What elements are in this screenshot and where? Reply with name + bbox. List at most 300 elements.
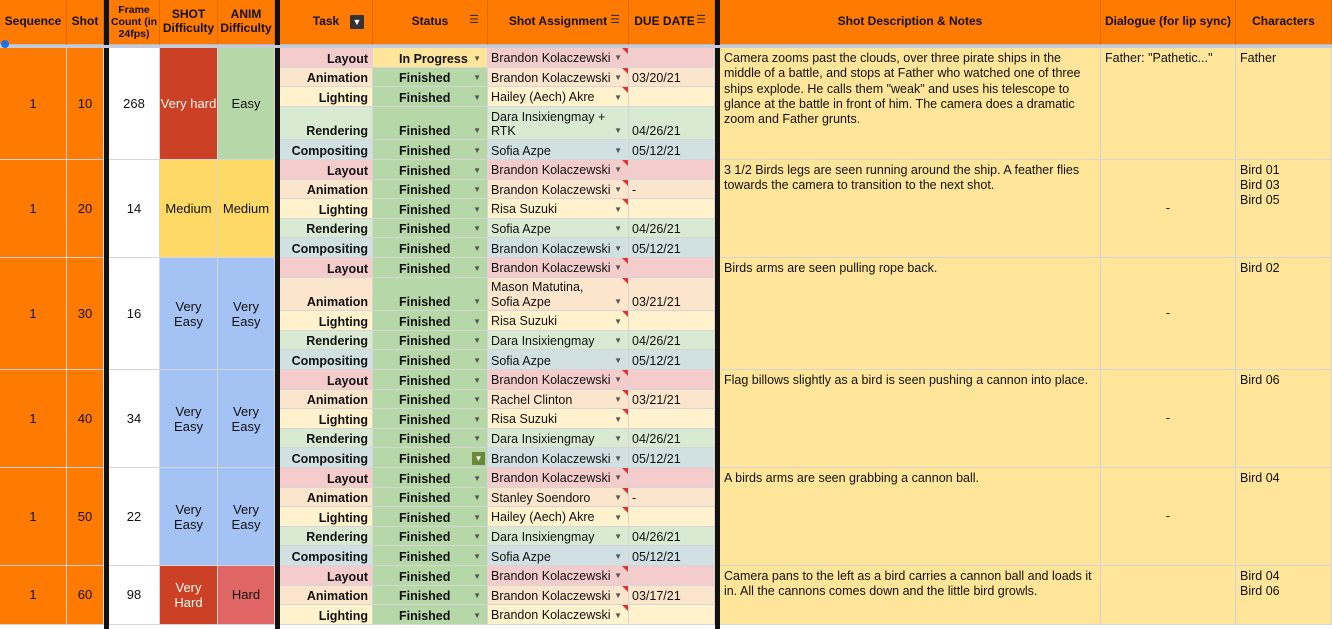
assignee-label: Risa Suzuki bbox=[491, 314, 557, 329]
characters-cell[interactable]: Bird 01 Bird 03 Bird 05 bbox=[1236, 160, 1332, 258]
assignee-label: Risa Suzuki bbox=[491, 202, 557, 217]
dialogue-cell[interactable]: Father: "Pathetic..." bbox=[1101, 48, 1236, 160]
dropdown-arrow-icon[interactable]: ▼ bbox=[614, 297, 622, 306]
comment-marker-icon[interactable] bbox=[622, 180, 628, 186]
status-dropdown[interactable] bbox=[373, 527, 488, 547]
dropdown-arrow-icon[interactable]: ▼ bbox=[473, 53, 481, 63]
assignment-dropdown[interactable] bbox=[488, 350, 629, 370]
dropdown-arrow-icon[interactable]: ▼ bbox=[614, 92, 622, 102]
assignee-label: Brandon Kolaczewski bbox=[491, 163, 611, 178]
sequence-cell[interactable]: 1 bbox=[0, 48, 67, 160]
dialogue-cell[interactable]: - bbox=[1101, 160, 1236, 258]
status-dropdown[interactable] bbox=[373, 140, 488, 160]
header-shot-assignment[interactable] bbox=[488, 0, 629, 45]
dropdown-arrow-icon[interactable]: ▼ bbox=[473, 165, 481, 175]
assignee-label: Hailey (Aech) Akre bbox=[491, 510, 595, 525]
task-cell[interactable]: Layout bbox=[280, 160, 373, 180]
due-date-cell[interactable] bbox=[629, 160, 715, 180]
anim-difficulty-cell[interactable]: Very Easy bbox=[218, 370, 275, 468]
anim-difficulty-cell[interactable]: Easy bbox=[218, 48, 275, 160]
due-date-cell[interactable] bbox=[629, 311, 715, 331]
frame-count-cell[interactable]: 22 bbox=[109, 468, 160, 566]
status-label: Finished bbox=[399, 491, 451, 506]
due-date-cell[interactable]: 05/12/21 bbox=[629, 546, 715, 566]
status-label: Finished bbox=[399, 163, 451, 178]
dropdown-arrow-icon[interactable]: ▼ bbox=[473, 532, 481, 542]
column-divider bbox=[104, 0, 109, 629]
status-label: Finished bbox=[399, 334, 451, 349]
task-cell[interactable]: Lighting bbox=[280, 199, 373, 219]
dropdown-arrow-icon[interactable]: ▼ bbox=[614, 185, 622, 194]
dropdown-arrow-icon[interactable]: ▼ bbox=[614, 145, 622, 155]
assignee-label: Dara Insixiengmay + RTK bbox=[491, 109, 606, 139]
dropdown-arrow-icon[interactable]: ▼ bbox=[473, 263, 481, 273]
shot-difficulty-cell[interactable]: Very Easy bbox=[160, 258, 218, 370]
frame-count-cell[interactable]: 268 bbox=[109, 48, 160, 160]
assignment-dropdown[interactable] bbox=[488, 87, 629, 107]
due-date-cell[interactable]: 04/26/21 bbox=[629, 219, 715, 239]
dropdown-arrow-icon[interactable]: ▼ bbox=[473, 316, 481, 326]
comment-marker-icon[interactable] bbox=[622, 87, 628, 93]
dropdown-arrow-icon[interactable]: ▼ bbox=[614, 551, 622, 561]
frozen-row-divider[interactable] bbox=[0, 45, 1332, 48]
dropdown-arrow-icon[interactable]: ▼ bbox=[614, 224, 622, 234]
assignment-dropdown[interactable] bbox=[488, 566, 629, 586]
shot-difficulty-cell[interactable]: Very Easy bbox=[160, 468, 218, 566]
frame-count-cell[interactable]: 34 bbox=[109, 370, 160, 468]
task-cell[interactable]: Rendering bbox=[280, 429, 373, 449]
assignment-dropdown[interactable] bbox=[488, 527, 629, 547]
due-date-cell[interactable] bbox=[629, 507, 715, 527]
assignee-label: Sofia Azpe bbox=[491, 143, 551, 158]
status-label: Finished bbox=[399, 608, 451, 623]
dropdown-arrow-icon[interactable]: ▼ bbox=[614, 243, 622, 253]
selection-handle[interactable] bbox=[1, 40, 9, 48]
assignee-label: Brandon Kolaczewski bbox=[491, 241, 611, 256]
characters-cell[interactable]: Bird 04 bbox=[1236, 468, 1332, 566]
task-cell[interactable]: Layout bbox=[280, 370, 373, 390]
comment-marker-icon[interactable] bbox=[622, 468, 628, 474]
assignee-label: Risa Suzuki bbox=[491, 412, 557, 427]
status-label: Finished bbox=[399, 412, 451, 427]
task-cell[interactable]: Layout bbox=[280, 48, 373, 68]
due-date-cell[interactable] bbox=[629, 87, 715, 107]
dialogue-cell[interactable]: - bbox=[1101, 258, 1236, 370]
status-label: Finished bbox=[399, 471, 451, 486]
due-date-cell[interactable] bbox=[629, 258, 715, 278]
assignment-dropdown[interactable] bbox=[488, 180, 629, 200]
due-date-cell[interactable]: 05/12/21 bbox=[629, 448, 715, 468]
status-dropdown[interactable] bbox=[373, 507, 488, 527]
due-date-cell[interactable]: 04/26/21 bbox=[629, 331, 715, 351]
status-dropdown[interactable] bbox=[373, 370, 488, 390]
status-dropdown[interactable] bbox=[373, 409, 488, 429]
dropdown-arrow-icon[interactable]: ▼ bbox=[473, 126, 481, 136]
shot-difficulty-cell[interactable]: Very hard bbox=[160, 48, 218, 160]
assignment-dropdown[interactable] bbox=[488, 507, 629, 527]
dialogue-cell[interactable]: - bbox=[1101, 370, 1236, 468]
assignment-dropdown[interactable] bbox=[488, 488, 629, 508]
dropdown-arrow-icon[interactable]: ▼ bbox=[473, 375, 481, 385]
comment-marker-icon[interactable] bbox=[622, 68, 628, 74]
status-dropdown[interactable] bbox=[373, 68, 488, 88]
shot-number-cell[interactable]: 10 bbox=[67, 48, 104, 160]
task-cell[interactable]: Rendering bbox=[280, 107, 373, 141]
assignment-dropdown[interactable] bbox=[488, 311, 629, 331]
dropdown-arrow-icon[interactable]: ▼ bbox=[473, 355, 481, 365]
dropdown-arrow-icon[interactable]: ▼ bbox=[473, 493, 481, 503]
due-date-cell[interactable] bbox=[629, 605, 715, 625]
dropdown-arrow-icon[interactable]: ▼ bbox=[473, 473, 481, 483]
task-cell[interactable]: Animation bbox=[280, 278, 373, 312]
assignee-label: Sofia Azpe bbox=[491, 222, 551, 237]
dropdown-arrow-icon[interactable]: ▼ bbox=[473, 551, 481, 561]
shot-number-cell[interactable]: 30 bbox=[67, 258, 104, 370]
status-label: In Progress bbox=[399, 51, 468, 66]
status-dropdown[interactable] bbox=[373, 238, 488, 258]
assignment-dropdown[interactable] bbox=[488, 546, 629, 566]
assignment-dropdown[interactable] bbox=[488, 258, 629, 278]
shot-difficulty-cell[interactable]: Medium bbox=[160, 160, 218, 258]
header-shot-difficulty[interactable]: SHOT Difficulty bbox=[160, 0, 218, 45]
assignment-dropdown[interactable] bbox=[488, 199, 629, 219]
dropdown-arrow-icon[interactable]: ▼ bbox=[614, 316, 622, 326]
dropdown-arrow-icon[interactable]: ▼ bbox=[614, 375, 622, 385]
header-frame-count[interactable]: Frame Count (in 24fps) bbox=[109, 0, 160, 45]
status-dropdown[interactable] bbox=[373, 331, 488, 351]
assignee-label: Brandon Kolaczewski bbox=[491, 261, 611, 276]
comment-marker-icon[interactable] bbox=[622, 311, 628, 317]
dropdown-arrow-icon[interactable]: ▼ bbox=[614, 165, 622, 175]
status-label: Finished bbox=[399, 124, 451, 139]
comment-marker-icon[interactable] bbox=[622, 586, 628, 592]
dropdown-arrow-icon[interactable]: ▼ bbox=[473, 204, 481, 214]
task-cell[interactable]: Animation bbox=[280, 586, 373, 606]
shot-number-cell[interactable]: 50 bbox=[67, 468, 104, 566]
status-label: Finished bbox=[399, 589, 451, 604]
anim-difficulty-cell[interactable]: Hard bbox=[218, 566, 275, 625]
sequence-cell[interactable]: 1 bbox=[0, 566, 67, 625]
status-dropdown[interactable] bbox=[373, 278, 488, 312]
shot-description-cell[interactable]: Camera zooms past the clouds, over three pirate ships in the middle of a battle, and stops at Father who watched one of three ships explode. He calls them "weak" and uses his telescope to glance at the battle in front of him. The camera does a dramatic zoom and Father grunts. bbox=[720, 48, 1101, 160]
assignment-dropdown[interactable] bbox=[488, 331, 629, 351]
anim-difficulty-cell[interactable]: Very Easy bbox=[218, 468, 275, 566]
dropdown-arrow-icon[interactable]: ▼ bbox=[473, 512, 481, 522]
header-description[interactable]: Shot Description & Notes bbox=[720, 0, 1101, 45]
due-date-cell[interactable]: 03/21/21 bbox=[629, 278, 715, 312]
comment-marker-icon[interactable] bbox=[622, 605, 628, 611]
dropdown-arrow-icon[interactable]: ▼ bbox=[614, 263, 622, 273]
column-divider bbox=[715, 0, 720, 629]
due-date-cell[interactable]: 03/17/21 bbox=[629, 586, 715, 606]
status-label: Finished bbox=[399, 530, 451, 545]
task-cell[interactable]: Rendering bbox=[280, 331, 373, 351]
status-dropdown[interactable] bbox=[373, 107, 488, 141]
due-date-cell[interactable] bbox=[629, 409, 715, 429]
status-dropdown[interactable] bbox=[373, 87, 488, 107]
assignment-dropdown[interactable] bbox=[488, 107, 629, 141]
shot-description-cell[interactable]: 3 1/2 Birds legs are seen running around the ship. A feather flies towards the camera to transition to the next shot. bbox=[720, 160, 1101, 258]
status-label: Finished bbox=[399, 90, 451, 105]
dropdown-arrow-icon[interactable]: ▼ bbox=[614, 355, 622, 365]
dropdown-arrow-icon[interactable]: ▼ bbox=[473, 610, 481, 620]
task-cell[interactable]: Animation bbox=[280, 68, 373, 88]
status-dropdown[interactable] bbox=[373, 48, 488, 68]
dropdown-arrow-icon[interactable]: ▼ bbox=[472, 452, 485, 465]
task-cell[interactable]: Compositing bbox=[280, 238, 373, 258]
task-cell[interactable]: Lighting bbox=[280, 409, 373, 429]
comment-marker-icon[interactable] bbox=[622, 199, 628, 205]
anim-difficulty-cell[interactable]: Medium bbox=[218, 160, 275, 258]
frame-count-cell[interactable]: 98 bbox=[109, 566, 160, 625]
column-divider bbox=[275, 0, 280, 629]
dropdown-arrow-icon[interactable]: ▼ bbox=[473, 185, 481, 195]
assignee-label: Brandon Kolaczewski bbox=[491, 51, 611, 66]
status-dropdown[interactable] bbox=[373, 199, 488, 219]
status-label: Finished bbox=[399, 183, 451, 198]
status-label: Finished bbox=[399, 373, 451, 388]
dropdown-arrow-icon[interactable]: ▼ bbox=[473, 571, 481, 581]
shot-number-cell[interactable]: 20 bbox=[67, 160, 104, 258]
filter-icon[interactable]: ☰ bbox=[469, 14, 479, 26]
dropdown-arrow-icon[interactable]: ▼ bbox=[614, 336, 622, 346]
dropdown-arrow-icon[interactable]: ▼ bbox=[614, 571, 622, 581]
filter-active-icon[interactable]: ▼ bbox=[350, 15, 364, 29]
dropdown-arrow-icon[interactable]: ▼ bbox=[473, 414, 481, 424]
dropdown-arrow-icon[interactable]: ▼ bbox=[473, 434, 481, 444]
assignment-dropdown[interactable] bbox=[488, 429, 629, 449]
task-cell[interactable]: Layout bbox=[280, 258, 373, 278]
due-date-cell[interactable]: 03/20/21 bbox=[629, 68, 715, 88]
assignee-label: Mason Matutina, Sofia Azpe bbox=[491, 280, 584, 309]
assignment-dropdown[interactable] bbox=[488, 409, 629, 429]
comment-marker-icon[interactable] bbox=[622, 390, 628, 396]
task-cell[interactable]: Compositing bbox=[280, 350, 373, 370]
shot-number-cell[interactable]: 60 bbox=[67, 566, 104, 625]
assignee-label: Brandon Kolaczewski bbox=[491, 70, 611, 85]
task-cell[interactable]: Layout bbox=[280, 468, 373, 488]
header-characters[interactable]: Characters bbox=[1236, 0, 1332, 45]
dropdown-arrow-icon[interactable]: ▼ bbox=[473, 591, 481, 601]
status-dropdown[interactable] bbox=[373, 546, 488, 566]
frame-count-cell[interactable]: 16 bbox=[109, 258, 160, 370]
dropdown-arrow-icon[interactable]: ▼ bbox=[614, 73, 622, 82]
assignee-label: Brandon Kolaczewski bbox=[491, 569, 611, 584]
assignment-dropdown[interactable] bbox=[488, 160, 629, 180]
dropdown-arrow-icon[interactable]: ▼ bbox=[614, 126, 622, 136]
status-label: Finished bbox=[399, 569, 451, 584]
characters-cell[interactable]: Father bbox=[1236, 48, 1332, 160]
status-dropdown[interactable] bbox=[373, 468, 488, 488]
status-dropdown[interactable] bbox=[373, 350, 488, 370]
characters-cell[interactable]: Bird 06 bbox=[1236, 370, 1332, 468]
task-cell[interactable]: Lighting bbox=[280, 311, 373, 331]
task-cell[interactable]: Lighting bbox=[280, 507, 373, 527]
status-dropdown[interactable] bbox=[373, 258, 488, 278]
assignment-dropdown[interactable] bbox=[488, 48, 629, 68]
dialogue-cell[interactable]: - bbox=[1101, 468, 1236, 566]
status-dropdown[interactable] bbox=[373, 390, 488, 410]
frame-count-cell[interactable]: 14 bbox=[109, 160, 160, 258]
header-task-label: Task bbox=[312, 14, 340, 29]
assignment-dropdown[interactable] bbox=[488, 605, 629, 625]
sequence-cell[interactable]: 1 bbox=[0, 468, 67, 566]
assignment-dropdown[interactable] bbox=[488, 140, 629, 160]
status-dropdown[interactable] bbox=[373, 605, 488, 625]
assignee-label: Rachel Clinton bbox=[491, 392, 573, 407]
due-date-cell[interactable]: 04/26/21 bbox=[629, 527, 715, 547]
sequence-cell[interactable]: 1 bbox=[0, 258, 67, 370]
due-date-cell[interactable]: - bbox=[629, 180, 715, 200]
dropdown-arrow-icon[interactable]: ▼ bbox=[614, 395, 622, 404]
status-dropdown[interactable] bbox=[373, 219, 488, 239]
task-cell[interactable]: Animation bbox=[280, 180, 373, 200]
header-task[interactable] bbox=[280, 0, 373, 45]
dropdown-arrow-icon[interactable]: ▼ bbox=[614, 493, 622, 502]
header-anim-difficulty[interactable]: ANIM Difficulty bbox=[218, 0, 275, 45]
status-dropdown[interactable] bbox=[373, 160, 488, 180]
task-cell[interactable]: Compositing bbox=[280, 448, 373, 468]
header-sequence[interactable]: Sequence bbox=[0, 0, 67, 45]
assignment-dropdown[interactable] bbox=[488, 370, 629, 390]
dropdown-arrow-icon[interactable]: ▼ bbox=[473, 145, 481, 155]
assignee-label: Dara Insixiengmay bbox=[491, 530, 595, 545]
shot-description-cell[interactable]: Flag billows slightly as a bird is seen pushing a cannon into place. bbox=[720, 370, 1101, 468]
assignment-dropdown[interactable] bbox=[488, 238, 629, 258]
due-date-cell[interactable] bbox=[629, 48, 715, 68]
due-date-cell[interactable]: 05/12/21 bbox=[629, 140, 715, 160]
task-cell[interactable]: Compositing bbox=[280, 546, 373, 566]
assignment-dropdown[interactable] bbox=[488, 68, 629, 88]
due-date-cell[interactable]: 04/26/21 bbox=[629, 429, 715, 449]
sequence-cell[interactable]: 1 bbox=[0, 370, 67, 468]
due-date-cell[interactable] bbox=[629, 468, 715, 488]
task-cell[interactable]: Lighting bbox=[280, 605, 373, 625]
comment-marker-icon[interactable] bbox=[622, 507, 628, 513]
status-label: Finished bbox=[399, 432, 451, 447]
comment-marker-icon[interactable] bbox=[622, 278, 628, 284]
task-cell[interactable]: Lighting bbox=[280, 87, 373, 107]
status-label: Finished bbox=[399, 143, 451, 158]
due-date-cell[interactable]: 05/12/21 bbox=[629, 350, 715, 370]
due-date-cell[interactable]: 03/21/21 bbox=[629, 390, 715, 410]
dropdown-arrow-icon[interactable]: ▼ bbox=[614, 512, 622, 522]
anim-difficulty-cell[interactable]: Very Easy bbox=[218, 258, 275, 370]
comment-marker-icon[interactable] bbox=[622, 409, 628, 415]
task-cell[interactable]: Rendering bbox=[280, 219, 373, 239]
comment-marker-icon[interactable] bbox=[622, 160, 628, 166]
dropdown-arrow-icon[interactable]: ▼ bbox=[614, 453, 622, 463]
comment-marker-icon[interactable] bbox=[622, 48, 628, 54]
dropdown-arrow-icon[interactable]: ▼ bbox=[473, 395, 481, 405]
status-label: Finished bbox=[399, 295, 451, 310]
shot-number-cell[interactable]: 40 bbox=[67, 370, 104, 468]
status-dropdown[interactable] bbox=[373, 180, 488, 200]
filter-icon[interactable]: ☰ bbox=[696, 14, 706, 26]
status-label: Finished bbox=[399, 549, 451, 564]
assignee-label: Dara Insixiengmay bbox=[491, 334, 595, 349]
dialogue-cell[interactable] bbox=[1101, 566, 1236, 625]
header-status-label: Status bbox=[411, 14, 449, 29]
shot-difficulty-cell[interactable]: Very Easy bbox=[160, 370, 218, 468]
header-due-label: DUE DATE bbox=[634, 14, 695, 29]
dropdown-arrow-icon[interactable]: ▼ bbox=[614, 610, 622, 620]
status-dropdown[interactable] bbox=[373, 566, 488, 586]
dropdown-arrow-icon[interactable]: ▼ bbox=[473, 297, 481, 307]
status-dropdown[interactable] bbox=[373, 488, 488, 508]
task-cell[interactable]: Animation bbox=[280, 390, 373, 410]
comment-marker-icon[interactable] bbox=[622, 488, 628, 494]
shot-description-cell[interactable]: Birds arms are seen pulling rope back. bbox=[720, 258, 1101, 370]
comment-marker-icon[interactable] bbox=[622, 258, 628, 264]
status-dropdown[interactable] bbox=[373, 429, 488, 449]
assignment-dropdown[interactable] bbox=[488, 390, 629, 410]
status-dropdown[interactable] bbox=[373, 311, 488, 331]
header-dialogue[interactable]: Dialogue (for lip sync) bbox=[1101, 0, 1236, 45]
status-label: Finished bbox=[399, 241, 451, 256]
task-cell[interactable]: Layout bbox=[280, 566, 373, 586]
comment-marker-icon[interactable] bbox=[622, 370, 628, 376]
dropdown-arrow-icon[interactable]: ▼ bbox=[614, 414, 622, 424]
dropdown-arrow-icon[interactable]: ▼ bbox=[614, 53, 622, 63]
assignment-dropdown[interactable] bbox=[488, 468, 629, 488]
due-date-cell[interactable] bbox=[629, 370, 715, 390]
header-due-date[interactable] bbox=[629, 0, 715, 45]
assignee-label: Stanley Soendoro bbox=[491, 490, 591, 505]
header-shot[interactable]: Shot bbox=[67, 0, 104, 45]
assignment-dropdown[interactable] bbox=[488, 278, 629, 312]
status-dropdown[interactable] bbox=[373, 448, 488, 468]
assignee-label: Sofia Azpe bbox=[491, 353, 551, 368]
dropdown-arrow-icon[interactable]: ▼ bbox=[614, 473, 622, 483]
dropdown-arrow-icon[interactable]: ▼ bbox=[614, 591, 622, 600]
task-cell[interactable]: Animation bbox=[280, 488, 373, 508]
task-cell[interactable]: Rendering bbox=[280, 527, 373, 547]
assignment-dropdown[interactable] bbox=[488, 586, 629, 606]
dropdown-arrow-icon[interactable]: ▼ bbox=[473, 243, 481, 253]
due-date-cell[interactable]: 05/12/21 bbox=[629, 238, 715, 258]
due-date-cell[interactable]: - bbox=[629, 488, 715, 508]
sequence-cell[interactable]: 1 bbox=[0, 160, 67, 258]
assignee-label: Brandon Kolaczewski bbox=[491, 608, 611, 623]
status-dropdown[interactable] bbox=[373, 586, 488, 606]
status-label: Finished bbox=[399, 451, 451, 466]
due-date-cell[interactable]: 04/26/21 bbox=[629, 107, 715, 141]
header-status[interactable] bbox=[373, 0, 488, 45]
filter-icon[interactable]: ☰ bbox=[610, 14, 620, 26]
dropdown-arrow-icon[interactable]: ▼ bbox=[473, 92, 481, 102]
assignee-label: Brandon Kolaczewski bbox=[491, 588, 611, 603]
dropdown-arrow-icon[interactable]: ▼ bbox=[614, 434, 622, 444]
dropdown-arrow-icon[interactable]: ▼ bbox=[473, 224, 481, 234]
assignment-dropdown[interactable] bbox=[488, 448, 629, 468]
characters-cell[interactable]: Bird 02 bbox=[1236, 258, 1332, 370]
shot-description-cell[interactable]: Camera pans to the left as a bird carries a cannon ball and loads it in. All the cannons comes down and the little bird growls. bbox=[720, 566, 1101, 625]
dropdown-arrow-icon[interactable]: ▼ bbox=[614, 532, 622, 542]
comment-marker-icon[interactable] bbox=[622, 566, 628, 572]
shot-description-cell[interactable]: A birds arms are seen grabbing a cannon ball. bbox=[720, 468, 1101, 566]
due-date-cell[interactable] bbox=[629, 199, 715, 219]
due-date-cell[interactable] bbox=[629, 566, 715, 586]
shot-difficulty-cell[interactable]: Very Hard bbox=[160, 566, 218, 625]
assignment-dropdown[interactable] bbox=[488, 219, 629, 239]
dropdown-arrow-icon[interactable]: ▼ bbox=[473, 73, 481, 83]
characters-cell[interactable]: Bird 04 Bird 06 bbox=[1236, 566, 1332, 625]
task-cell[interactable]: Compositing bbox=[280, 140, 373, 160]
dropdown-arrow-icon[interactable]: ▼ bbox=[473, 336, 481, 346]
status-label: Finished bbox=[399, 314, 451, 329]
dropdown-arrow-icon[interactable]: ▼ bbox=[614, 204, 622, 214]
